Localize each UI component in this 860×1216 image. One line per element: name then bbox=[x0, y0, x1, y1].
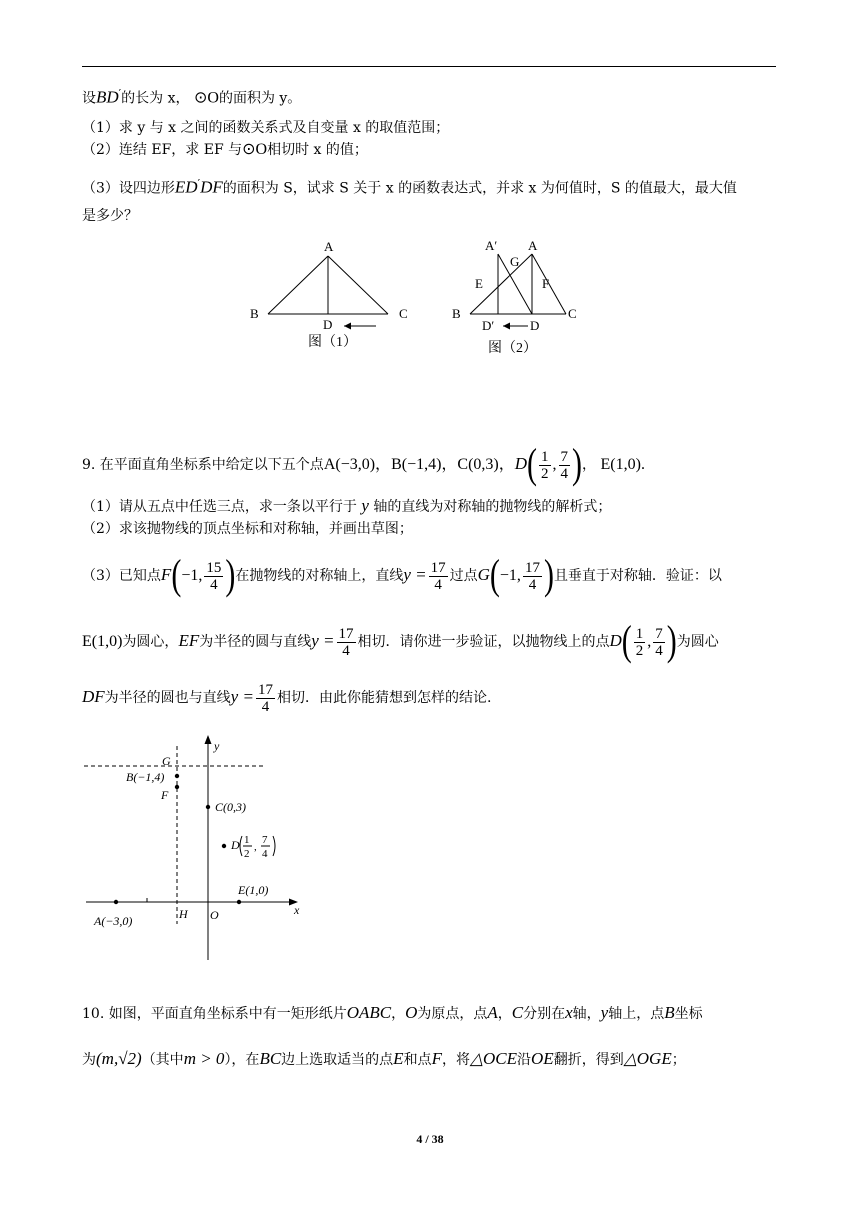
label-A-prime: A′ bbox=[485, 238, 498, 253]
label-F: F bbox=[542, 276, 550, 291]
label-D: D bbox=[323, 317, 333, 332]
svg-text:1: 1 bbox=[244, 834, 250, 846]
label-D: D bbox=[530, 318, 540, 333]
svg-text:2: 2 bbox=[244, 848, 250, 860]
p8-q3b: 是多少？ bbox=[82, 208, 138, 224]
coordinate-graph bbox=[82, 732, 312, 964]
figure-1-caption: 图（1） bbox=[308, 335, 357, 350]
svg-text:E(1,0): E(1,0) bbox=[238, 883, 269, 897]
page-number: 4 / 38 bbox=[416, 1132, 444, 1146]
figure-2-caption: 图（2） bbox=[488, 341, 537, 356]
svg-text:F: F bbox=[161, 788, 169, 802]
svg-text:G: G bbox=[162, 754, 171, 768]
point-E bbox=[237, 900, 241, 904]
label-A: A bbox=[324, 239, 334, 254]
p10-line2: 为(m,√2)（其中m > 0），在BC边上选取适当的点E和点F，将△OCE沿OE翻折，得到△OGE； bbox=[82, 1049, 686, 1068]
p9-q1: （1）请从五点中任选三点，求一条以平行于 y 轴的直线为对称轴的抛物线的解析式； bbox=[82, 496, 612, 515]
label-A: A bbox=[528, 238, 538, 253]
label-G: G bbox=[510, 254, 520, 269]
point-D bbox=[222, 844, 226, 848]
figure-2 bbox=[440, 236, 600, 366]
svg-text:y: y bbox=[214, 739, 220, 753]
svg-text:B(−1,4): B(−1,4) bbox=[126, 770, 165, 784]
p8-q2: （2）连结 EF，求 EF 与⊙O相切时 x 的值； bbox=[82, 141, 368, 158]
y-axis-arrow bbox=[205, 735, 212, 744]
p9-stem: 9. 在平面直角坐标系中给定以下五个点A(−3,0)，B(−1,4)，C(0,3)，D( $\frac{1}{2}$ , $\frac{7}{4}$ )， E(1,0). bbox=[82, 441, 645, 488]
label-B: B bbox=[452, 306, 461, 321]
figure-1 bbox=[240, 236, 420, 366]
svg-text:O: O bbox=[210, 908, 219, 922]
point-A bbox=[114, 900, 118, 904]
svg-text:C(0,3): C(0,3) bbox=[215, 800, 246, 814]
label-E: E bbox=[475, 276, 483, 291]
p10-line1: 10. 如图，平面直角坐标系中有一矩形纸片OABC，O为原点，点A，C分别在x轴，y轴上，点B坐标 bbox=[82, 1003, 703, 1022]
p9-q2: （2）求该抛物线的顶点坐标和对称轴，并画出草图； bbox=[82, 521, 413, 537]
svg-text:D: D bbox=[231, 838, 240, 852]
point-C bbox=[206, 805, 210, 809]
label-B: B bbox=[250, 306, 259, 321]
svg-text:H: H bbox=[179, 907, 188, 921]
label-C: C bbox=[399, 306, 408, 321]
point-F bbox=[175, 785, 179, 789]
p8-intro: 设BD′的长为 x， ⊙O的面积为 y。 bbox=[82, 87, 302, 107]
label-D-prime: D′ bbox=[482, 318, 495, 333]
svg-text:,: , bbox=[254, 841, 257, 853]
p9-q3b: E(1,0)为圆心，EF为半径的圆与直线y = $\frac{17}{4}$ 相切．请你进一步验证，以抛物线上的点D( $\frac{1}{2}$ , $\frac{7}{4}$ )为圆心 bbox=[82, 618, 719, 665]
svg-text:x: x bbox=[294, 903, 300, 917]
svg-text:7: 7 bbox=[262, 834, 268, 846]
p8-q3a: （3）设四边形ED′DF的面积为 S，试求 S 关于 x 的函数表达式，并求 x 为何值时，S 的值最大，最大值 bbox=[82, 177, 737, 197]
p9-q3a: （3）已知点F(−1, $\frac{15}{4}$ )在抛物线的对称轴上，直线y = $\frac{17}{4}$ 过点G(−1, $\frac{17}{4}$ )且垂直于对称轴．验证：以 bbox=[82, 552, 722, 599]
label-C: C bbox=[568, 306, 577, 321]
header-rule bbox=[82, 66, 776, 67]
p8-q1: （1）求 y 与 x 之间的函数关系式及自变量 x 的取值范围； bbox=[82, 120, 450, 136]
point-B bbox=[175, 774, 179, 778]
svg-text:A(−3,0): A(−3,0) bbox=[94, 914, 133, 928]
p9-q3c: DF为半径的圆也与直线y = $\frac{17}{4}$ 相切．由此你能猜想到怎样的结论. bbox=[82, 681, 492, 715]
svg-text:4: 4 bbox=[262, 848, 268, 860]
